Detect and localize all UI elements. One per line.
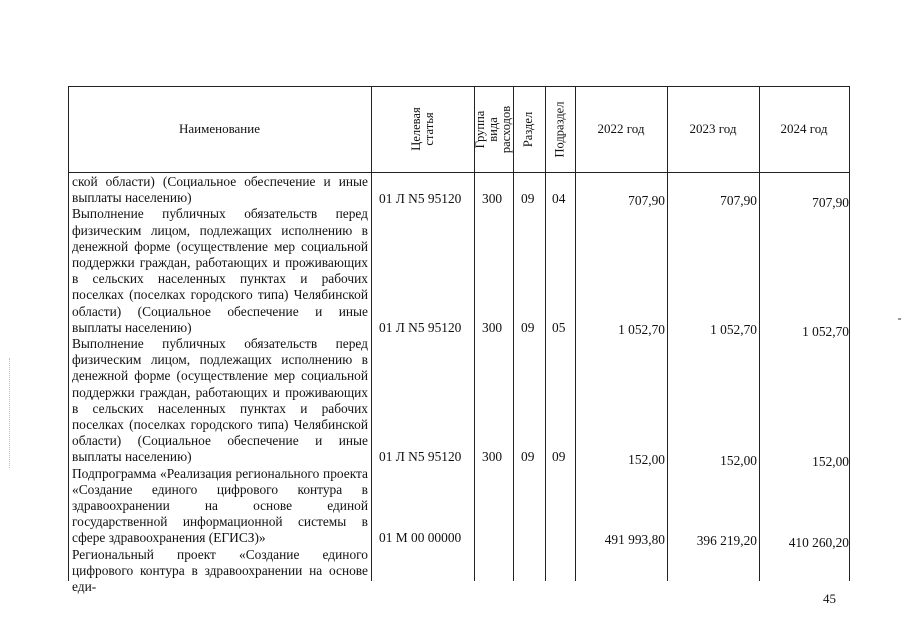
header-section bbox=[513, 86, 545, 172]
header-expense-group-text: Группа вида расходов bbox=[473, 105, 514, 153]
name-column bbox=[72, 174, 368, 595]
row-3-code: 01 М 00 00000 bbox=[379, 530, 462, 545]
header-2022: 2022 год bbox=[597, 121, 645, 136]
row-0-subsection: 04 bbox=[552, 191, 566, 206]
budget-table bbox=[68, 86, 850, 594]
row-1-2022: 1 052,70 bbox=[618, 322, 665, 337]
row-0-code: 01 Л N5 95120 bbox=[379, 191, 462, 206]
row-1-section: 09 bbox=[521, 320, 535, 335]
header-expense-group bbox=[474, 86, 513, 172]
name-row-2: Выполнение публичных обязательств перед физическим лицом, подлежащих исполнению в денежной форме (осуществление мер социальной поддержки граждан, работающих и проживающих в сельских населенных пунктах и рабочих поселках (поселках городского типа) Челябинской области) (Социальное обеспечение и иные выплаты населению) bbox=[72, 335, 368, 465]
scan-edge-dot bbox=[898, 318, 901, 320]
row-2-code: 01 Л N5 95120 bbox=[379, 449, 462, 464]
row-3-2024: 410 260,20 bbox=[788, 535, 849, 550]
header-bottom-border bbox=[68, 172, 850, 173]
row-0-2024: 707,90 bbox=[812, 195, 849, 210]
header-2024: 2024 год bbox=[780, 121, 828, 136]
row-1-group: 300 bbox=[482, 320, 503, 335]
header-section-text: Раздел bbox=[521, 111, 536, 147]
name-row-0: ской области) (Социальное обеспечение и иные выплаты населению) bbox=[72, 174, 368, 206]
row-1-code: 01 Л N5 95120 bbox=[379, 320, 462, 335]
row-0-section: 09 bbox=[521, 191, 535, 206]
row-0-2022: 707,90 bbox=[628, 193, 665, 208]
header-subsection-text: Подраздел bbox=[552, 101, 567, 157]
row-1-subsection: 05 bbox=[552, 320, 566, 335]
header-target-article bbox=[371, 86, 474, 172]
row-2-subsection: 09 bbox=[552, 449, 566, 464]
row-0-2023: 707,90 bbox=[720, 193, 757, 208]
row-0-group: 300 bbox=[482, 191, 503, 206]
row-2-2023: 152,00 bbox=[720, 453, 757, 468]
row-2-section: 09 bbox=[521, 449, 535, 464]
row-1-2023: 1 052,70 bbox=[710, 322, 757, 337]
header-subsection bbox=[545, 86, 575, 172]
header-target-article-text: Целевая статья bbox=[408, 107, 436, 151]
row-3-2022: 491 993,80 bbox=[604, 532, 665, 547]
page-number: 45 bbox=[823, 591, 836, 606]
name-row-3: Подпрограмма «Реализация регионального проекта «Создание единого цифрового контура в здравоохранении на основе единой государственной информационной системы в сфере здравоохранения (ЕГИСЗ)» bbox=[72, 465, 368, 546]
row-2-group: 300 bbox=[482, 449, 503, 464]
header-name: Наименование bbox=[179, 121, 260, 136]
row-1-2024: 1 052,70 bbox=[802, 324, 849, 339]
row-2-2024: 152,00 bbox=[812, 454, 849, 469]
row-3-2023: 396 219,20 bbox=[696, 533, 757, 548]
header-2023: 2023 год bbox=[689, 121, 737, 136]
table-right-border bbox=[849, 86, 850, 581]
name-row-4: Региональный проект «Создание единого цифрового контура в здравоохранении на основе еди- bbox=[72, 546, 368, 594]
name-row-1: Выполнение публичных обязательств перед физическим лицом, подлежащих исполнению в денежной форме (осуществление мер социальной поддержки граждан, работающих и проживающих в сельских населенных пунктах и рабочих поселках (поселках городского типа) Челябинской области) (Социальное обеспечение и иные выплаты населению) bbox=[72, 206, 368, 335]
row-2-2022: 152,00 bbox=[628, 452, 665, 467]
scan-edge-mark bbox=[9, 358, 11, 468]
